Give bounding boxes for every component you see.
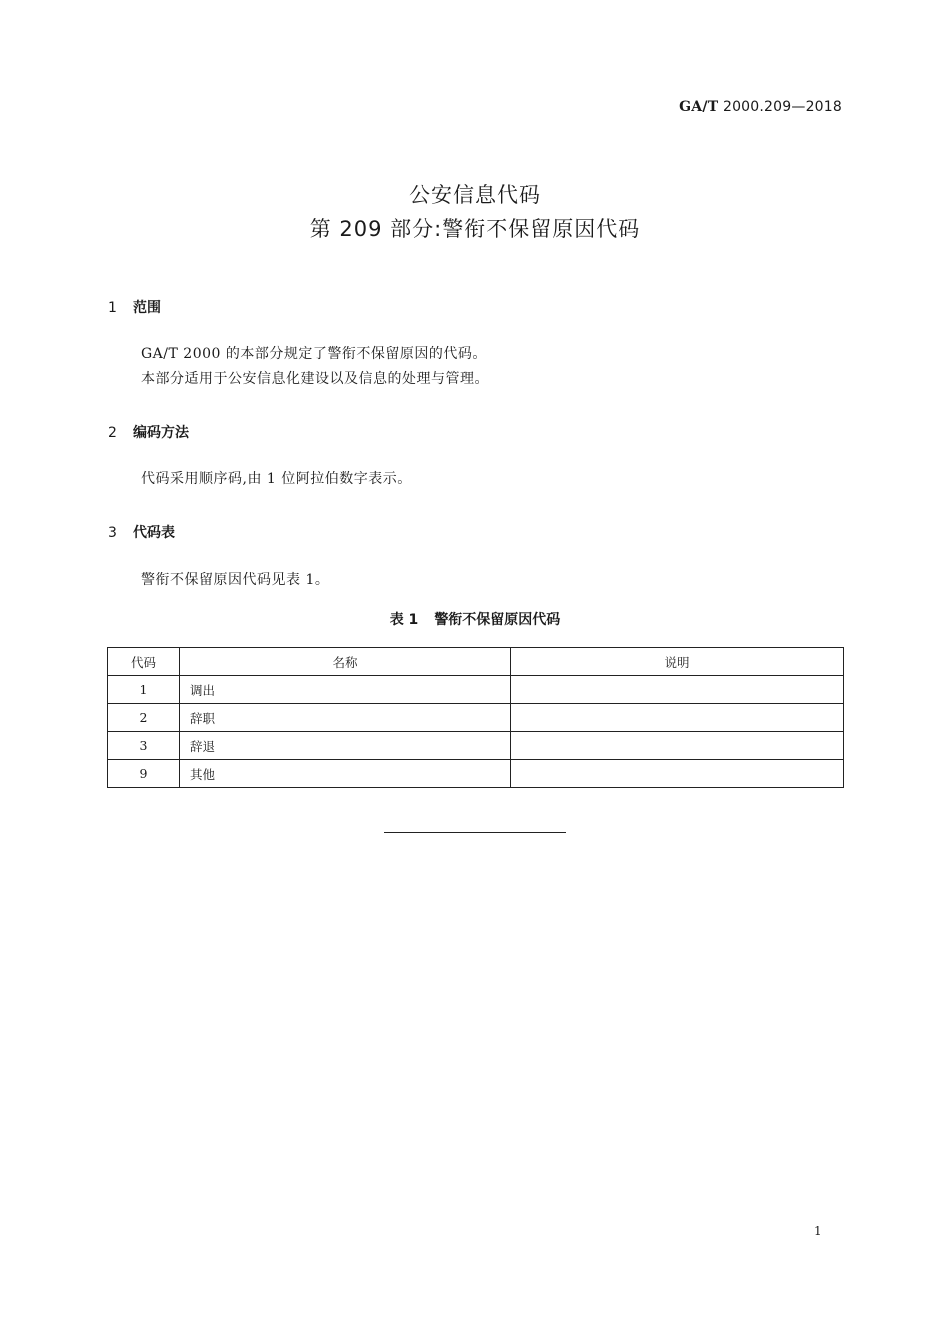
section-heading-coding-method — [108, 422, 189, 442]
table-row — [108, 732, 844, 760]
cell-description — [511, 732, 844, 760]
cell-code: 3 — [108, 732, 180, 760]
cell-code: 9 — [108, 760, 180, 788]
cell-name: 调出 — [180, 676, 511, 704]
end-of-document-rule — [384, 832, 566, 833]
section-heading-code-table — [108, 522, 175, 542]
section-heading-scope — [108, 297, 161, 317]
column-header-name: 名称 — [180, 648, 511, 676]
paragraph: 本部分适用于公安信息化建设以及信息的处理与管理。 — [141, 371, 489, 387]
section-title: 代码表 — [133, 525, 175, 541]
section-number: 1 — [108, 300, 117, 316]
table-header-row — [108, 648, 844, 676]
cell-description — [511, 760, 844, 788]
standard-number: 2000.209—2018 — [718, 99, 842, 115]
title-line-1: 公安信息代码 — [409, 183, 541, 207]
cell-name: 辞退 — [180, 732, 511, 760]
cell-code: 1 — [108, 676, 180, 704]
table-row — [108, 704, 844, 732]
table-caption-number: 表 1 — [389, 612, 419, 628]
section-number: 2 — [108, 425, 117, 441]
title-line-2: 第 209 部分:警衔不保留原因代码 — [309, 217, 641, 241]
page-number: 1 — [814, 1224, 822, 1238]
cell-code: 2 — [108, 704, 180, 732]
page-header — [679, 99, 842, 115]
cell-description — [511, 676, 844, 704]
section-number: 3 — [108, 525, 117, 541]
table-row — [108, 760, 844, 788]
paragraph: 代码采用顺序码,由 1 位阿拉伯数字表示。 — [141, 471, 412, 487]
cell-name: 其他 — [180, 760, 511, 788]
code-table — [107, 647, 844, 788]
section-title: 范围 — [133, 300, 161, 316]
table-caption-title: 警衔不保留原因代码 — [434, 612, 561, 628]
cell-name: 辞职 — [180, 704, 511, 732]
document-title — [0, 178, 950, 246]
paragraph: GA/T 2000 的本部分规定了警衔不保留原因的代码。 — [141, 346, 487, 362]
section-title: 编码方法 — [133, 425, 189, 441]
column-header-description: 说明 — [511, 648, 844, 676]
cell-description — [511, 704, 844, 732]
table-caption — [0, 609, 950, 629]
paragraph: 警衔不保留原因代码见表 1。 — [141, 572, 330, 588]
standard-code: GA/T — [679, 99, 719, 115]
column-header-code: 代码 — [108, 648, 180, 676]
table-row — [108, 676, 844, 704]
